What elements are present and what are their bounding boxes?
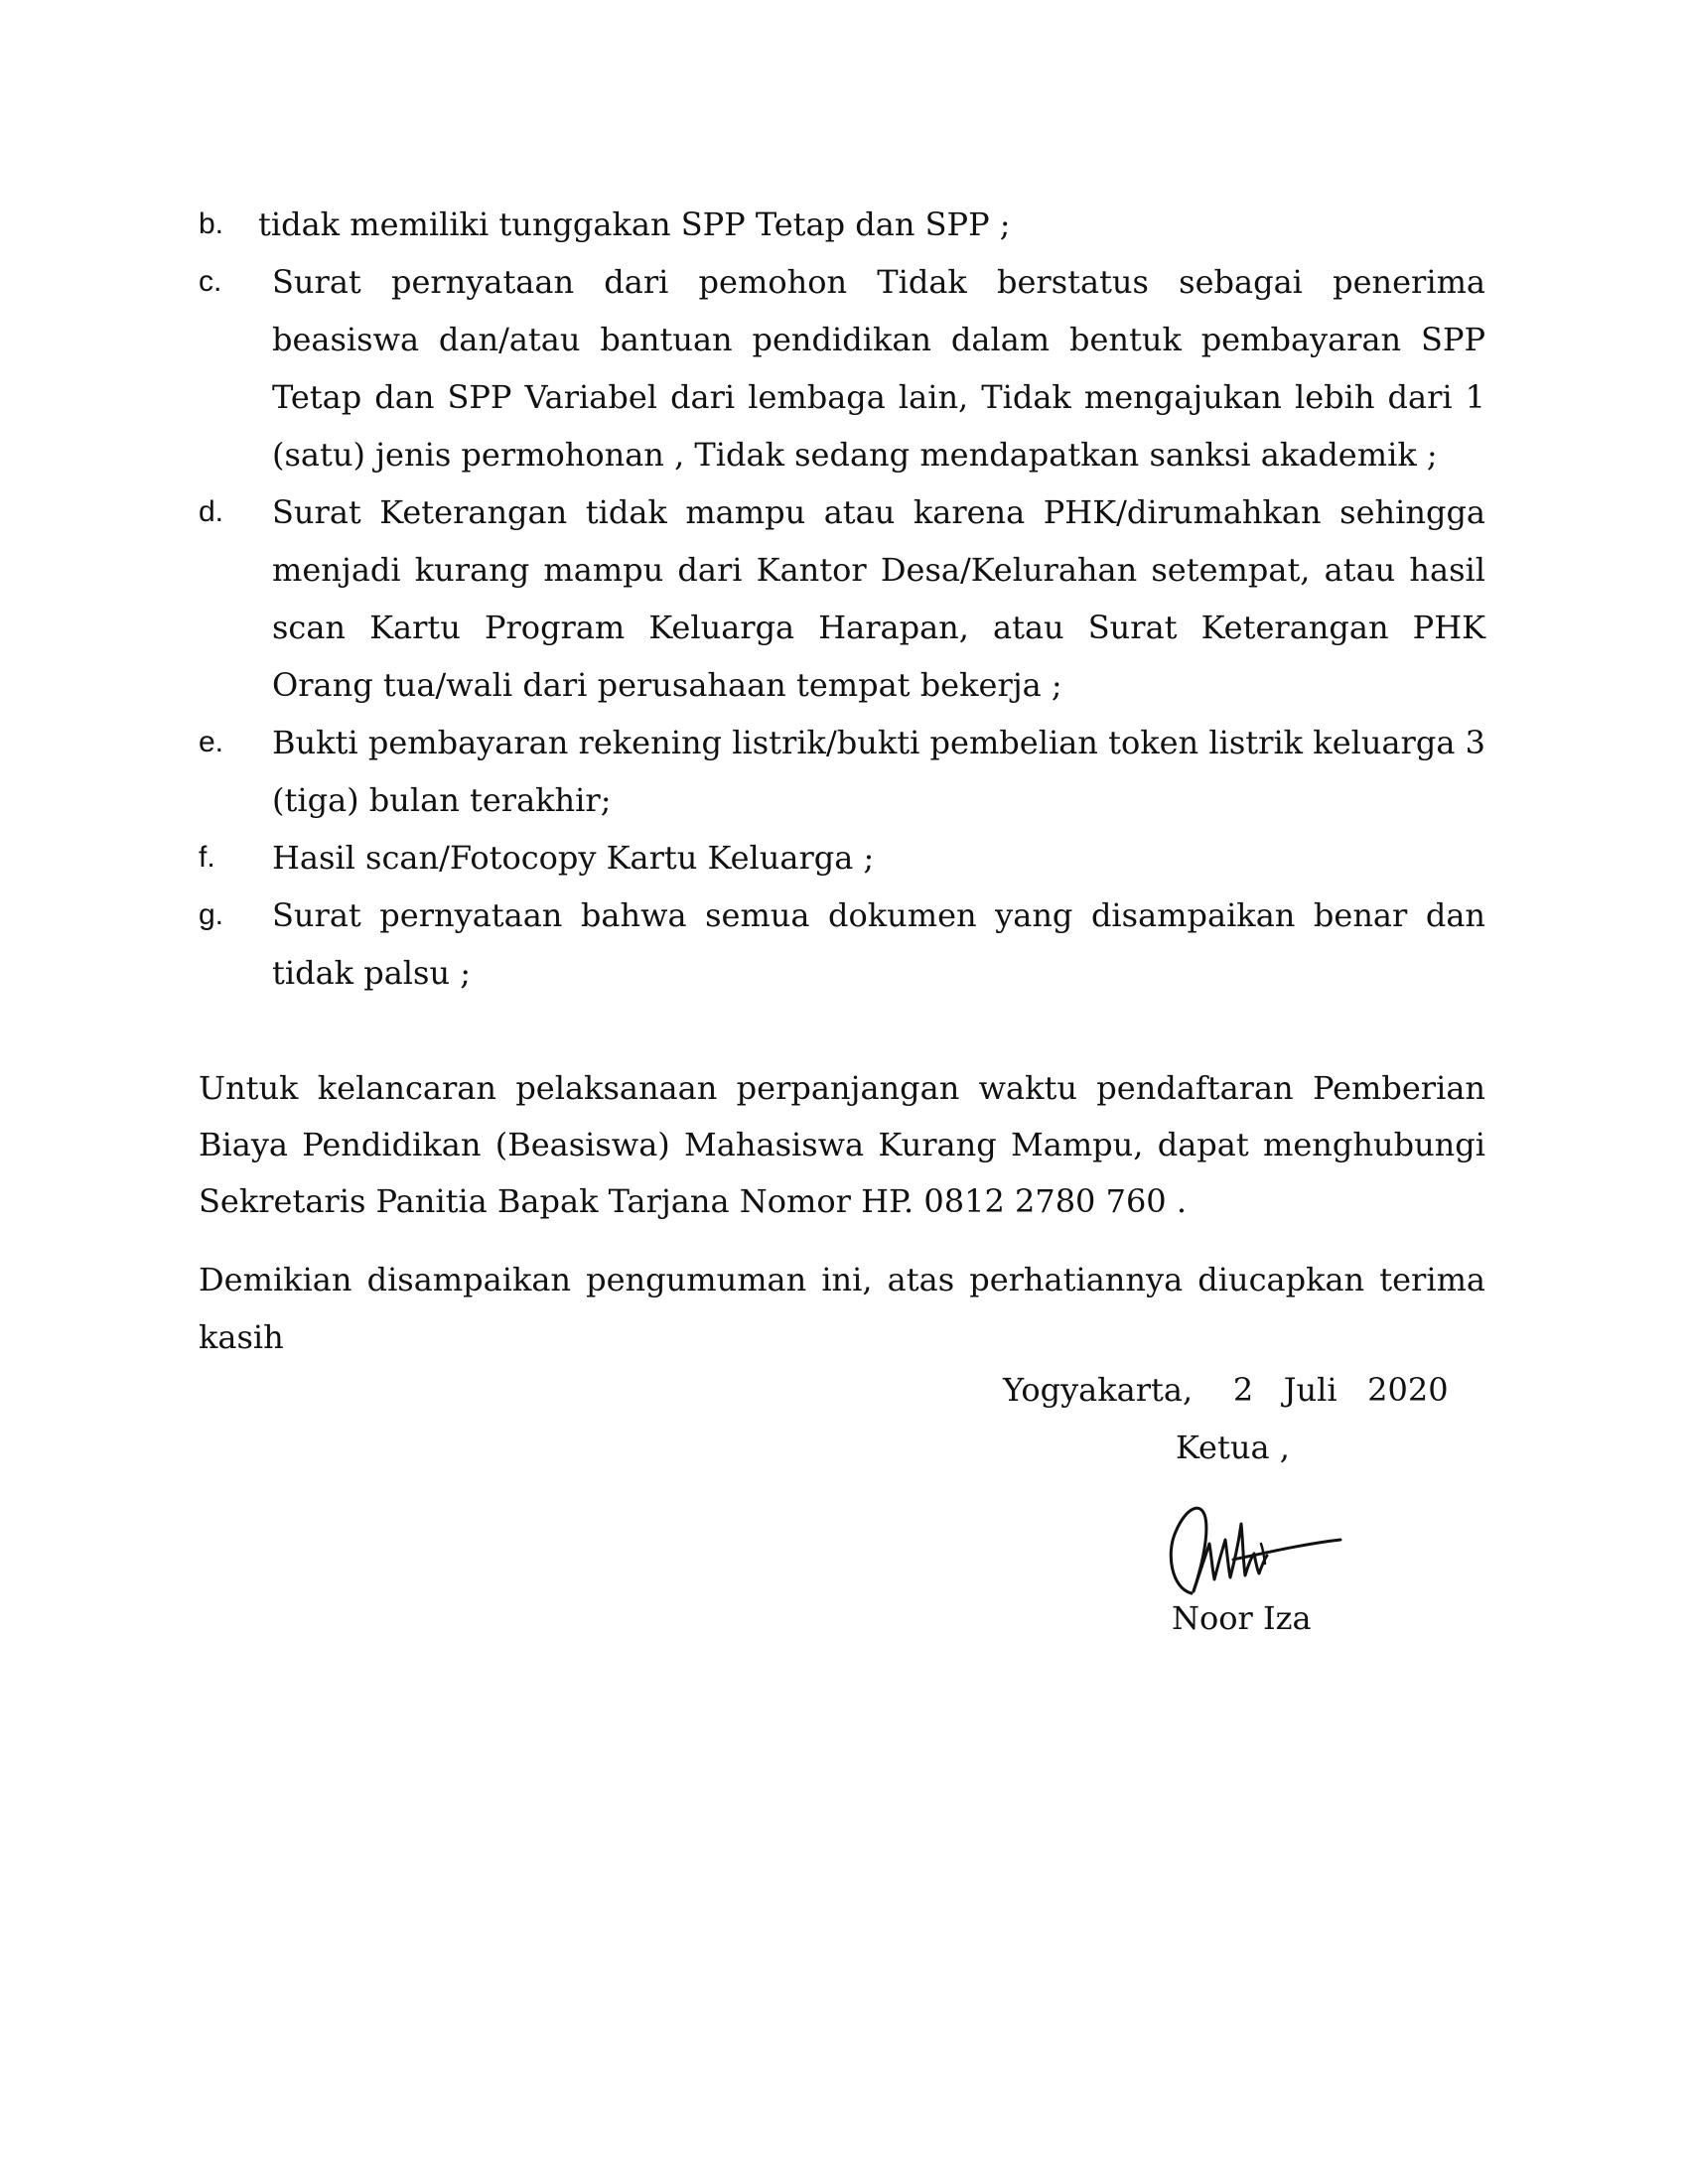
requirement-text: Hasil scan/Fotocopy Kartu Keluarga ; bbox=[272, 839, 875, 877]
list-marker: f. bbox=[199, 841, 215, 874]
closing-paragraph: Demikian disampaikan pengumuman ini, atas perhatiannya diucapkan terima kasih bbox=[199, 1261, 1485, 1356]
signer-role: Ketua , bbox=[1176, 1429, 1290, 1466]
requirement-text: Surat Keterangan tidak mampu atau karena PHK/dirumahkan sehingga menjadi kurang mampu dari Kantor Desa/Kelurahan setempat, atau hasil scan Kartu Program Keluarga Harapan, atau Surat Keterangan PHK Orang tua/wali dari perusahaan tempat bekerja ; bbox=[272, 493, 1485, 704]
requirement-text: Surat pernyataan dari pemohon Tidak berstatus sebagai penerima beasiswa dan/atau bantuan pendidikan dalam bentuk pembayaran SPP Tetap dan SPP Variabel dari lembaga lain, Tidak mengajukan lebih dari 1 (satu) jenis permohonan , Tidak sedang mendapatkan sanksi akademik ; bbox=[272, 263, 1485, 474]
list-marker: g. bbox=[199, 898, 224, 931]
requirement-text: Bukti pembayaran rekening listrik/bukti pembelian token listrik keluarga 3 (tiga) bulan terakhir; bbox=[272, 724, 1485, 819]
list-marker: e. bbox=[199, 726, 224, 758]
signer-name: Noor Iza bbox=[1172, 1599, 1312, 1637]
place-date: Yogyakarta, 2 Juli 2020 bbox=[1003, 1371, 1449, 1409]
handwritten-signature-icon bbox=[1162, 1494, 1345, 1603]
requirement-text: Surat pernyataan bahwa semua dokumen yang disampaikan benar dan tidak palsu ; bbox=[272, 896, 1485, 992]
requirement-text: tidak memiliki tunggakan SPP Tetap dan SPP ; bbox=[258, 205, 1011, 243]
list-marker: b. bbox=[199, 207, 224, 240]
list-marker: d. bbox=[199, 495, 224, 528]
contact-paragraph: Untuk kelancaran pelaksanaan perpanjangan waktu pendaftaran Pemberian Biaya Pendidikan (Beasiswa) Mahasiswa Kurang Mampu, dapat menghubungi Sekretaris Panitia Bapak Tarjana Nomor HP. 0812 2780 760 . bbox=[199, 1069, 1485, 1220]
list-marker: c. bbox=[199, 265, 222, 298]
